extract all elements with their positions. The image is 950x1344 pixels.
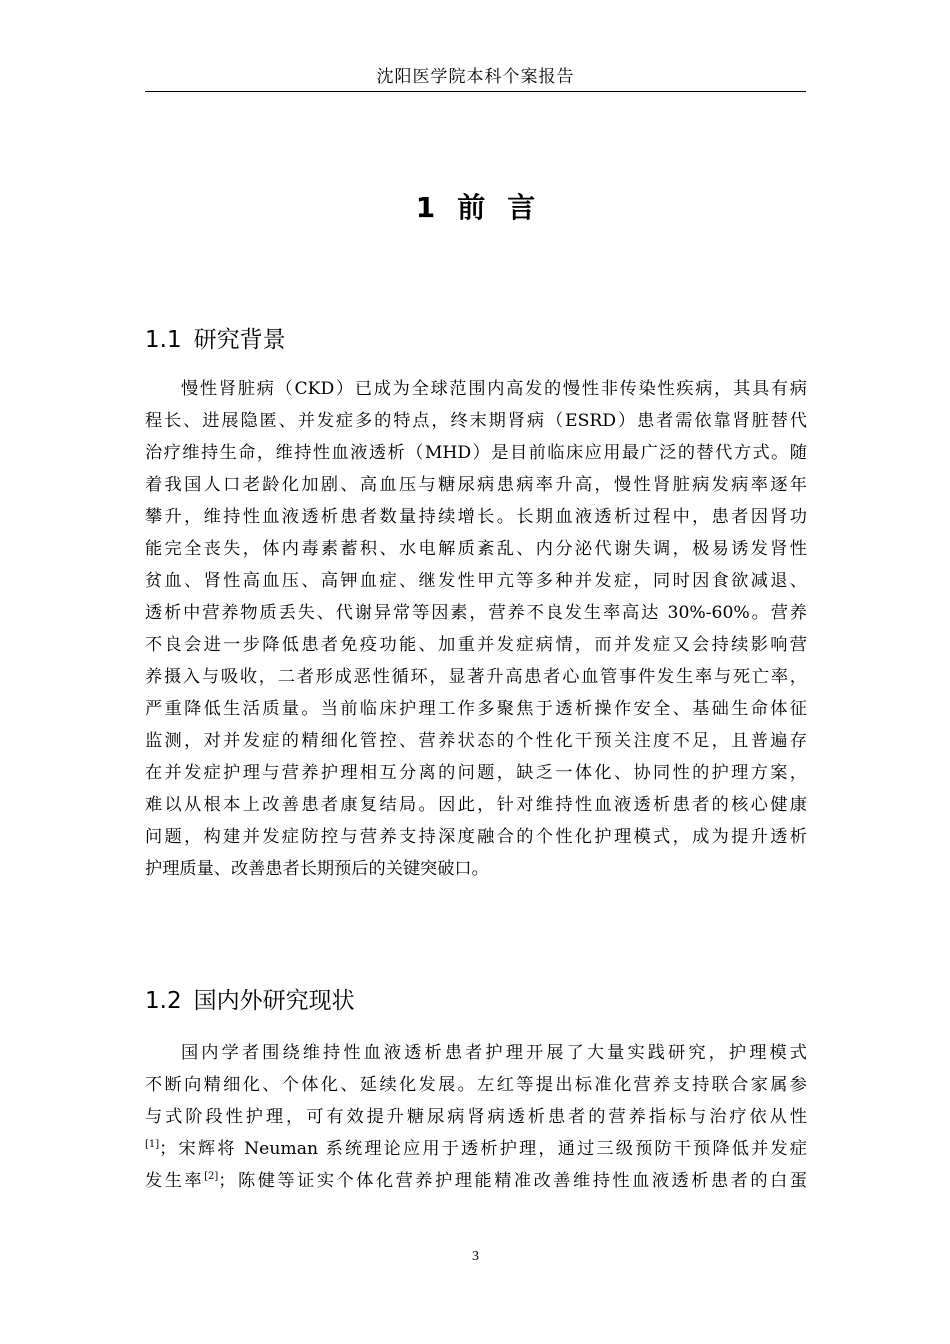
paragraph-line: 着我国人口老龄化加剧、高血压与糖尿病患病率升高，慢性肾脏病发病率逐年: [145, 475, 807, 495]
paragraph-line: 养摄入与吸收，二者形成恶性循环，显著升高患者心血管事件发生率与死亡率，: [145, 667, 807, 687]
paragraph-line: 护理质量、改善患者长期预后的关键突破口。: [145, 859, 489, 879]
paragraph-line: 严重降低生活质量。当前临床护理工作多聚焦于透析操作安全、基础生命体征: [145, 699, 807, 719]
paragraph-line-with-citation: [145, 1133, 807, 1165]
section-number: 1.2: [145, 988, 182, 1014]
section-title-research-background: [145, 323, 286, 357]
chapter-title: [145, 188, 806, 228]
section-heading-text: 研究背景: [193, 327, 286, 353]
paragraph-line: 在并发症护理与营养护理相互分离的问题，缺乏一体化、协同性的护理方案，: [145, 763, 807, 783]
paragraph-line-text: ；宋辉将 Neuman 系统理论应用于透析护理，通过三级预防干预降低并发症: [159, 1139, 807, 1159]
paragraph-line-fragment: 发生率: [145, 1171, 205, 1191]
paragraph-line: 透析中营养物质丢失、代谢异常等因素，营养不良发生率高达 30%-60%。营养: [145, 603, 807, 623]
paragraph-research-background: [145, 373, 807, 885]
paragraph-line-text: [145, 1171, 807, 1191]
paragraph-line: 贫血、肾性高血压、高钾血症、继发性甲亢等多种并发症，同时因食欲减退、: [145, 571, 807, 591]
header-rule: [145, 91, 806, 92]
running-header: 沈阳医学院本科个案报告: [376, 67, 575, 87]
paragraph-line: 与式阶段性护理，可有效提升糖尿病肾病透析患者的营养指标与治疗依从性: [145, 1107, 807, 1127]
paragraph-line: 难以从根本上改善患者康复结局。因此，针对维持性血液透析患者的核心健康: [145, 795, 807, 815]
page-number: 3: [472, 1249, 479, 1264]
section-number: 1.1: [145, 327, 182, 353]
paragraph-research-status: [145, 1037, 807, 1197]
paragraph-line: 国内学者围绕维持性血液透析患者护理开展了大量实践研究，护理模式: [181, 1043, 807, 1063]
section-title-research-status: [145, 984, 355, 1018]
paragraph-line-fragment: ；陈健等证实个体化营养护理能精准改善维持性血液透析患者的白蛋: [218, 1171, 807, 1191]
paragraph-line: 治疗维持生命，维持性血液透析（MHD）是目前临床应用最广泛的替代方式。随: [145, 443, 807, 463]
paragraph-line: 攀升，维持性血液透析患者数量持续增长。长期血液透析过程中，患者因肾功: [145, 507, 807, 527]
section-heading-text: 国内外研究现状: [193, 988, 355, 1014]
paragraph-line: 不良会进一步降低患者免疫功能、加重并发症病情，而并发症又会持续影响营: [145, 635, 807, 655]
paragraph-line: 不断向精细化、个体化、延续化发展。左红等提出标准化营养支持联合家属参: [145, 1075, 807, 1095]
paragraph-line: 程长、进展隐匿、并发症多的特点，终末期肾病（ESRD）患者需依靠肾脏替代: [145, 411, 807, 431]
citation-marker: [2]: [204, 1171, 219, 1182]
paragraph-line: 慢性肾脏病（CKD）已成为全球范围内高发的慢性非传染性疾病，其具有病: [181, 379, 807, 399]
chapter-number: 1: [415, 191, 436, 224]
paragraph-line: 监测，对并发症的精细化管控、营养状态的个性化干预关注度不足，且普遍存: [145, 731, 807, 751]
paragraph-line: 问题，构建并发症防控与营养支持深度融合的个性化护理模式，成为提升透析: [145, 827, 807, 847]
citation-marker: [1]: [145, 1139, 160, 1150]
paragraph-line: 能完全丧失，体内毒素蓄积、水电解质紊乱、内分泌代谢失调，极易诱发肾性: [145, 539, 807, 559]
paragraph-line-with-citation: [145, 1165, 807, 1197]
chapter-heading-text: 前言: [457, 191, 558, 224]
